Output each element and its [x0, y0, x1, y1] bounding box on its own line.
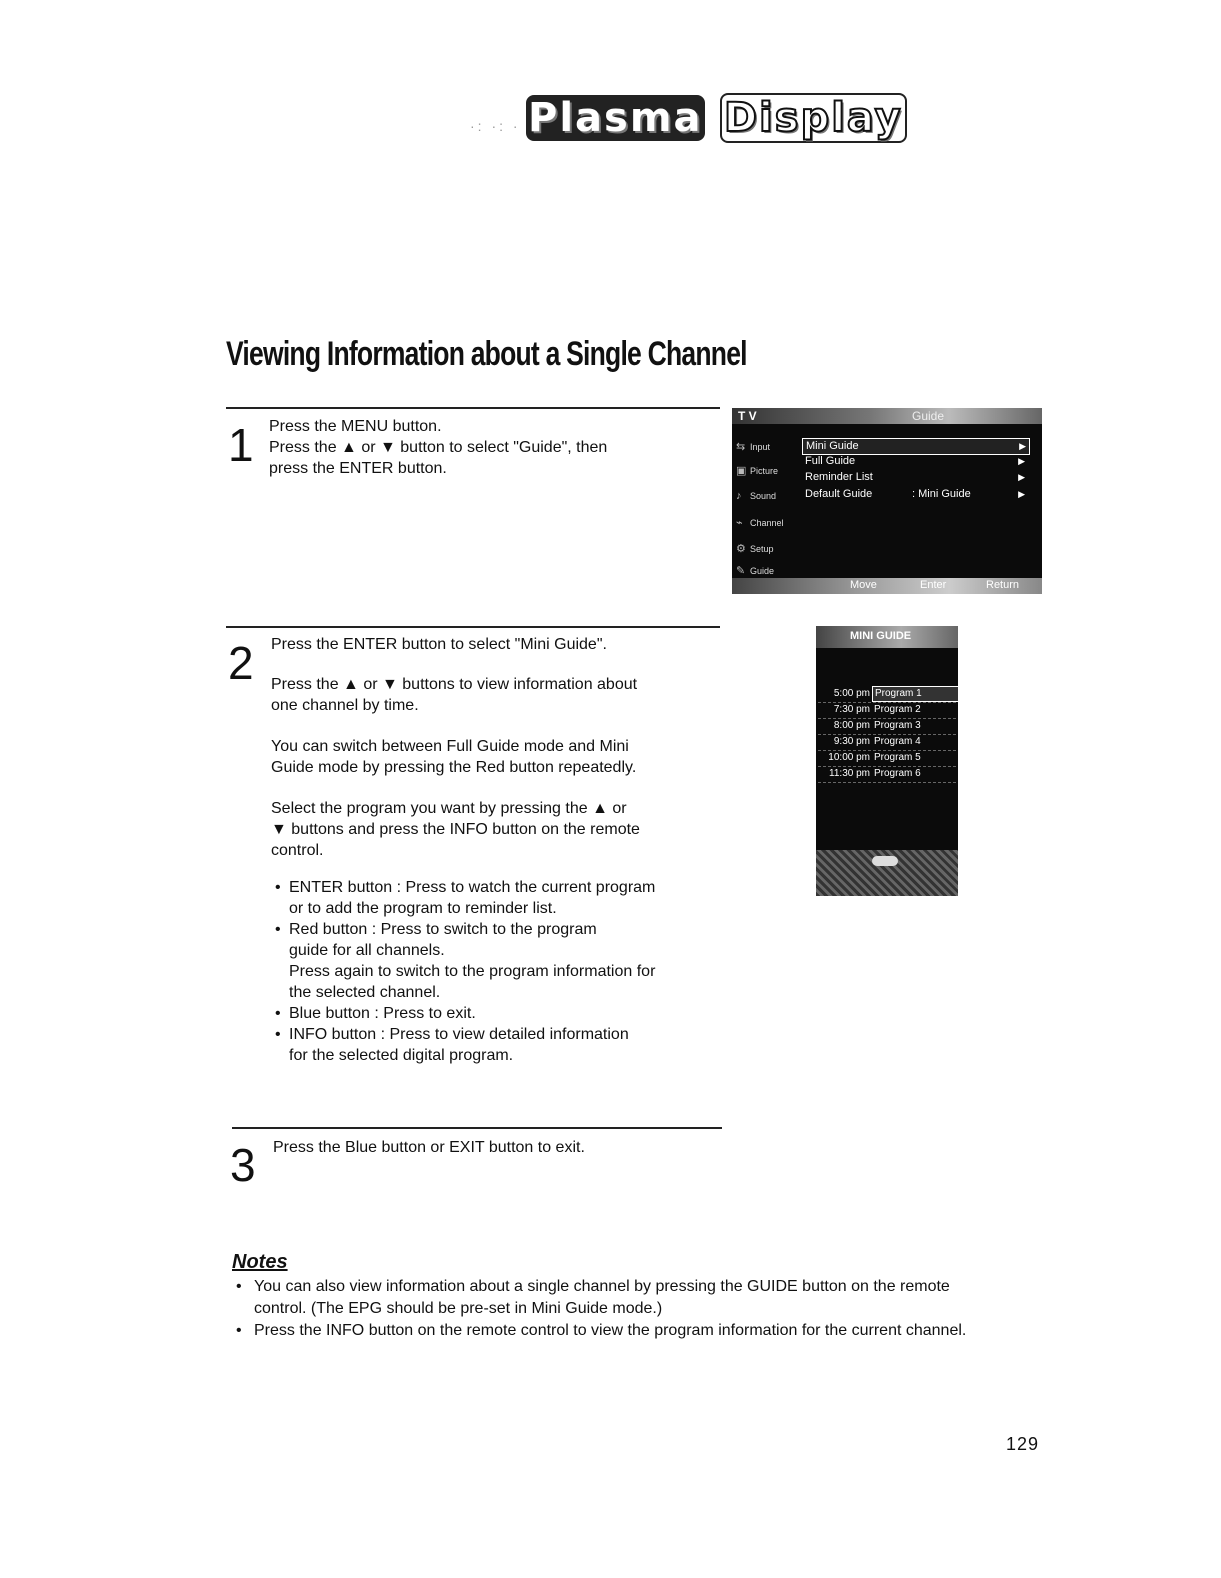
table-row[interactable]: 10:00 pm Program 5 [818, 750, 956, 767]
step-2-para: ▼ buttons and press the INFO button on the remote [271, 821, 640, 838]
osd-footer [732, 578, 1042, 594]
table-row[interactable]: 9:30 pm Program 4 [818, 734, 956, 751]
page-title: Viewing Information about a Single Channel [226, 335, 747, 373]
guide-icon: ✎ [736, 565, 746, 577]
list-item: • Press the INFO button on the remote control to view the program information for the current channel. [232, 1320, 1062, 1342]
mini-guide-screenshot [816, 626, 958, 896]
mini-guide-header: MINI GUIDE [816, 626, 958, 648]
channel-icon: ⌁ [736, 517, 743, 529]
page-banner [470, 95, 1030, 185]
footer-move: Move [850, 579, 877, 591]
step-2-rule [226, 626, 720, 628]
step-1-line: Press the MENU button. [269, 418, 442, 435]
osd-guide-label: Guide [912, 409, 945, 423]
chevron-right-icon: ▶ [1018, 472, 1025, 482]
table-row[interactable]: 11:30 pm Program 6 [818, 766, 956, 783]
step-1-line: press the ENTER button. [269, 460, 447, 477]
table-row[interactable]: 8:00 pm Program 3 [818, 718, 956, 735]
list-item: • You can also view information about a single channel by pressing the GUIDE button on the remote control. (The EPG should be pre-set in Mini Guide mode.) [232, 1276, 1062, 1320]
osd-header [732, 408, 1042, 424]
table-row[interactable]: 5:00 pm Program 1 [818, 686, 956, 703]
notes-list [232, 1276, 1062, 1342]
step-3-line: Press the Blue button or EXIT button to exit. [273, 1139, 585, 1156]
footer-enter: Enter [920, 579, 947, 591]
info-button-icon [872, 856, 898, 866]
step-2-para: Select the program you want by pressing the ▲ or [271, 800, 627, 817]
step-3-text [273, 1137, 713, 1158]
sidebar-channel: ⌁ Channel [736, 517, 784, 529]
picture-icon: ▣ [736, 465, 747, 477]
step-2-number: 2 [228, 637, 254, 689]
step-3-number: 3 [230, 1139, 256, 1191]
menu-item-reminder-list[interactable]: Reminder List ▶ [805, 471, 1025, 483]
table-row[interactable]: 7:30 pm Program 2 [818, 702, 956, 719]
step-2-para: You can switch between Full Guide mode and Mini [271, 738, 629, 755]
banner-decoration: ·: ·: · [470, 118, 521, 134]
sidebar-picture: ▣ Picture [736, 465, 779, 477]
sidebar-guide: ✎ Guide [736, 565, 775, 577]
osd-tv-label: T V [738, 409, 757, 423]
step-2-para: Press the ▲ or ▼ buttons to view information about [271, 676, 638, 693]
list-item: • Red button : Press to switch to the program guide for all channels. Press again to switch to the program information for the selected channel. [271, 919, 711, 1003]
step-2-para: Guide mode by pressing the Red button repeatedly. [271, 759, 637, 776]
menu-item-default-guide[interactable]: Default Guide : Mini Guide ▶ [805, 488, 1025, 500]
chevron-right-icon: ▶ [1019, 441, 1026, 451]
menu-item-full-guide[interactable]: Full Guide ▶ [805, 455, 1025, 467]
sidebar-sound: ♪ Sound [736, 490, 777, 502]
sound-icon: ♪ [736, 490, 742, 502]
step-2-text [271, 634, 711, 1066]
chevron-right-icon: ▶ [1018, 456, 1025, 466]
list-item: • ENTER button : Press to watch the current program or to add the program to reminder list. [271, 877, 711, 919]
setup-icon: ⚙ [736, 543, 746, 555]
step-1-text [269, 416, 709, 479]
list-item: • Blue button : Press to exit. [271, 1003, 711, 1024]
footer-return: Return [986, 579, 1020, 591]
step-1-line: Press the ▲ or ▼ button to select "Guide", then [269, 439, 608, 456]
menu-item-mini-guide[interactable]: Mini Guide ▶ [802, 438, 1030, 455]
step-2-para: control. [271, 842, 324, 859]
guide-menu-screenshot [732, 408, 1042, 594]
step-2-bullet-list [271, 877, 711, 1066]
step-2-para: one channel by time. [271, 697, 419, 714]
sidebar-input: ⇆ Input [736, 441, 771, 453]
step-1-number: 1 [228, 419, 254, 471]
chevron-right-icon: ▶ [1018, 489, 1025, 499]
input-icon: ⇆ [736, 441, 746, 453]
banner-word-plasma: Plasma [528, 95, 703, 141]
default-guide-value: : Mini Guide [912, 488, 971, 500]
step-2-para: Press the ENTER button to select "Mini Guide". [271, 636, 607, 653]
step-1-rule [226, 407, 720, 409]
mini-guide-button-bar [816, 850, 958, 896]
banner-word-display: Display [719, 95, 908, 141]
list-item: • INFO button : Press to view detailed information for the selected digital program. [271, 1024, 711, 1066]
notes-heading: Notes [232, 1251, 288, 1273]
sidebar-setup: ⚙ Setup [736, 543, 774, 555]
step-3-rule [232, 1127, 722, 1129]
page-number: 129 [1006, 1434, 1040, 1454]
